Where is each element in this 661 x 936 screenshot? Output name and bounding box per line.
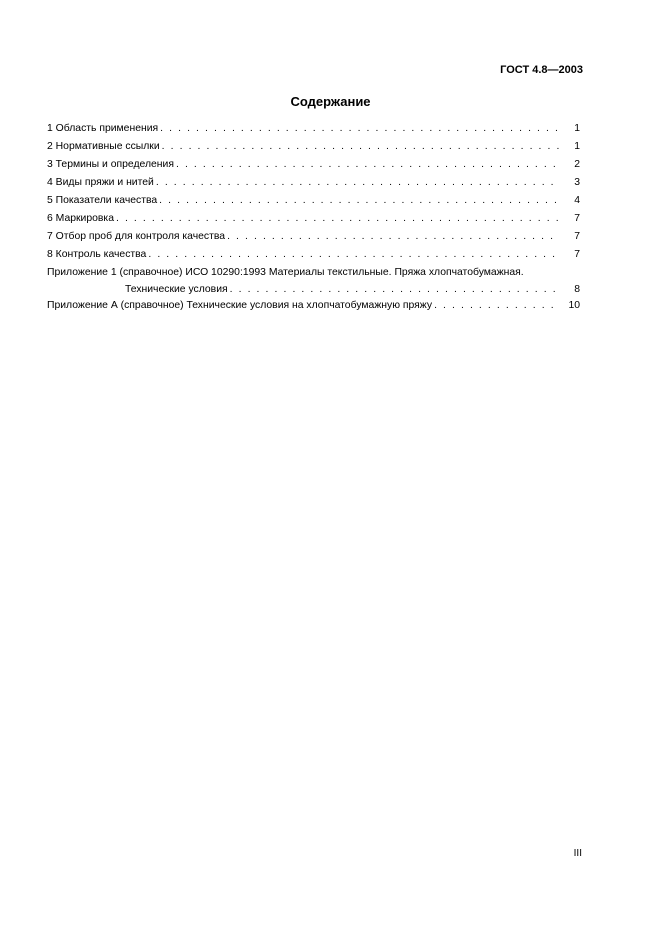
toc-entry-label: 1 Область применения <box>47 123 159 134</box>
toc-entry[interactable] <box>47 138 580 156</box>
toc-entry[interactable] <box>47 228 580 246</box>
toc-entry-label: 7 Отбор проб для контроля качества <box>47 231 226 242</box>
toc-appendix-1-heading[interactable] <box>47 264 580 282</box>
toc-entry-label: 8 Контроль качества <box>47 249 147 260</box>
dot-leader <box>148 246 560 264</box>
dot-leader <box>227 228 560 246</box>
toc-appendix-1-subtitle: Технические условия <box>125 284 228 295</box>
document-code: ГОСТ 4.8—2003 <box>500 64 583 76</box>
toc-appendix-a[interactable] <box>47 297 580 315</box>
toc-entry-page: 7 <box>574 231 580 242</box>
toc-entry-page: 1 <box>574 141 580 152</box>
page-number: III <box>573 848 582 859</box>
dot-leader <box>176 156 560 174</box>
toc-entry-page: 7 <box>574 249 580 260</box>
toc-entry-page: 7 <box>574 213 580 224</box>
toc-entry-page: 2 <box>574 159 580 170</box>
dot-leader <box>116 210 560 228</box>
toc-entry[interactable] <box>47 120 580 138</box>
toc-entry-label: 5 Показатели качества <box>47 195 158 206</box>
dot-leader <box>160 120 560 138</box>
dot-leader <box>434 297 560 315</box>
toc-entry[interactable] <box>47 246 580 264</box>
dot-leader <box>159 192 560 210</box>
toc-entry-label: 2 Нормативные ссылки <box>47 141 160 152</box>
toc-entry-page: 1 <box>574 123 580 134</box>
toc-entry-page: 4 <box>574 195 580 206</box>
toc-entry-label: 3 Термины и определения <box>47 159 174 170</box>
toc-appendix-1-continuation[interactable] <box>47 282 580 297</box>
dot-leader <box>162 138 560 156</box>
toc-entry-page: 8 <box>574 284 580 295</box>
toc-entry-page: 10 <box>568 300 580 311</box>
dot-leader <box>156 174 560 192</box>
dot-leader <box>230 282 560 297</box>
toc-entry-label: 4 Виды пряжи и нитей <box>47 177 154 188</box>
table-of-contents <box>47 120 580 315</box>
toc-entry[interactable] <box>47 210 580 228</box>
toc-title: Содержание <box>290 94 371 109</box>
toc-entry[interactable] <box>47 174 580 192</box>
toc-appendix-1-label: Приложение 1 (справочное) ИСО 10290:1993 Материалы текстильные. Пряжа хлопчатобумажная. <box>47 267 524 278</box>
toc-entry-label: 6 Маркировка <box>47 213 114 224</box>
toc-entry-page: 3 <box>574 177 580 188</box>
toc-appendix-a-label: Приложение А (справочное) Технические условия на хлопчатобумажную пряжу <box>47 300 433 311</box>
toc-entry[interactable] <box>47 192 580 210</box>
toc-entry[interactable] <box>47 156 580 174</box>
